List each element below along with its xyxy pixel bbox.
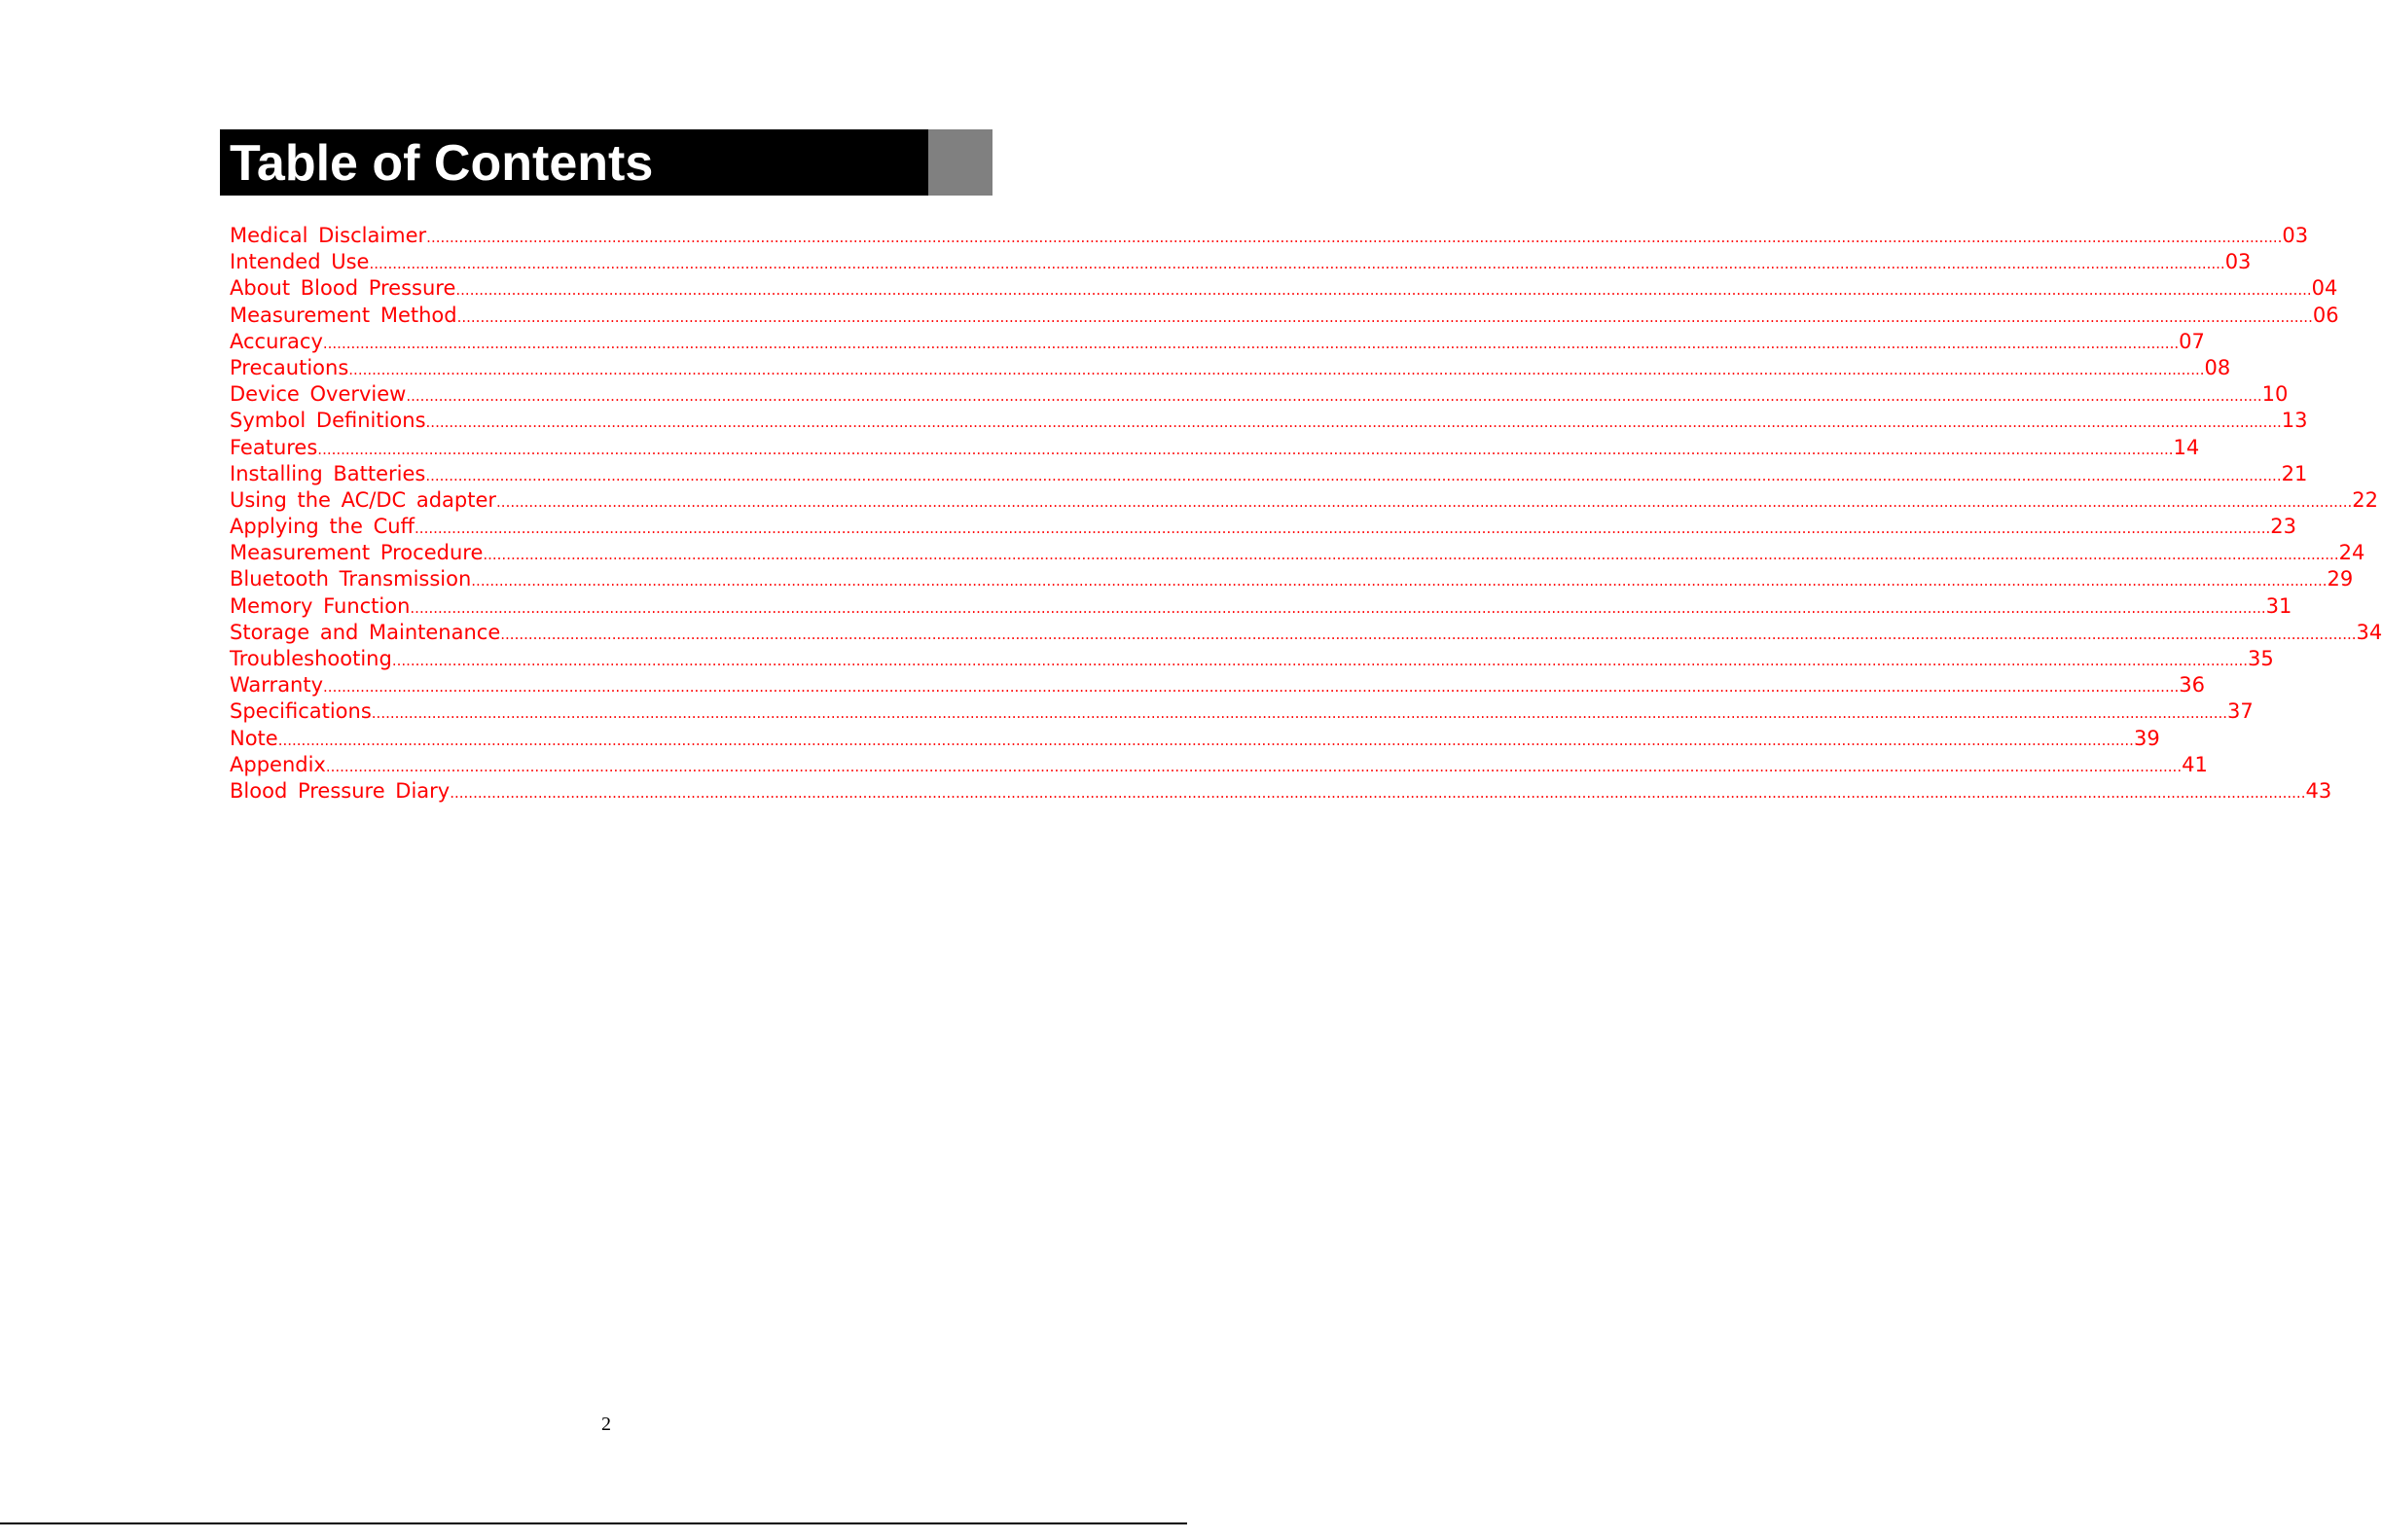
toc-entry-page: 14 xyxy=(2173,435,2200,459)
toc-dot-leader: ................................................................................................................................................................................................................................................................................................................................................................................................................ xyxy=(456,307,2313,326)
toc-entry-label: Memory Function xyxy=(230,593,411,618)
toc-dot-leader: ................................................................................................................................................................................................................................................................................................................................................................................................................ xyxy=(496,492,2353,511)
toc-entry[interactable] xyxy=(230,355,2231,381)
toc-dot-leader: ................................................................................................................................................................................................................................................................................................................................................................................................................ xyxy=(483,546,2339,564)
toc-entry[interactable] xyxy=(230,223,2309,249)
toc-entry-label: Bluetooth Transmission xyxy=(230,567,472,591)
toc-entry-label: Appendix xyxy=(230,752,326,776)
toc-entry-page: 41 xyxy=(2182,752,2208,776)
toc-entry-page: 03 xyxy=(2282,224,2309,247)
toc-entry-label: Measurement Procedure xyxy=(230,541,484,565)
toc-entry-label: Features xyxy=(230,435,318,459)
toc-entry-label: Note xyxy=(230,726,278,750)
toc-entry-page: 08 xyxy=(2204,355,2231,379)
toc-dot-leader: ................................................................................................................................................................................................................................................................................................................................................................................................................ xyxy=(348,360,2205,378)
toc-entry-label: Specifications xyxy=(230,699,372,724)
toc-entry[interactable] xyxy=(230,435,2200,461)
toc-dot-leader: ................................................................................................................................................................................................................................................................................................................................................................................................................ xyxy=(455,281,2312,300)
page-title: Table of Contents xyxy=(230,135,654,192)
toc-entry-page: 06 xyxy=(2312,303,2339,327)
toc-dot-leader: ................................................................................................................................................................................................................................................................................................................................................................................................................ xyxy=(410,598,2266,617)
toc-entry[interactable] xyxy=(230,381,2289,408)
toc-entry-label: Accuracy xyxy=(230,329,323,353)
toc-entry-label: Precautions xyxy=(230,355,349,379)
toc-entry[interactable] xyxy=(230,566,2354,592)
toc-dot-leader: ................................................................................................................................................................................................................................................................................................................................................................................................................ xyxy=(277,731,2134,749)
bottom-rule xyxy=(0,1522,1187,1524)
toc-dot-leader: ................................................................................................................................................................................................................................................................................................................................................................................................................ xyxy=(369,255,2225,273)
toc-entry-page: 21 xyxy=(2281,461,2308,485)
toc-entry-page: 22 xyxy=(2352,487,2378,512)
title-accent-block xyxy=(928,129,992,196)
toc-entry-label: Medical Disclaimer xyxy=(230,224,427,247)
toc-entry-page: 04 xyxy=(2311,276,2338,301)
toc-entry[interactable] xyxy=(230,672,2205,698)
toc-entry[interactable] xyxy=(230,461,2308,487)
toc-entry-label: Intended Use xyxy=(230,250,370,274)
toc-entry[interactable] xyxy=(230,726,2160,752)
toc-entry-page: 10 xyxy=(2261,382,2289,407)
toc-entry-page: 29 xyxy=(2327,567,2354,591)
toc-entry-page: 43 xyxy=(2305,778,2332,803)
toc-dot-leader: ................................................................................................................................................................................................................................................................................................................................................................................................................ xyxy=(415,519,2271,538)
table-of-contents xyxy=(230,223,2382,805)
toc-entry-page: 31 xyxy=(2265,593,2292,618)
toc-entry[interactable] xyxy=(230,752,2208,778)
toc-entry-label: Using the AC/DC adapter xyxy=(230,487,497,512)
toc-entry[interactable] xyxy=(230,620,2382,646)
toc-entry[interactable] xyxy=(230,593,2292,620)
toc-entry-page: 03 xyxy=(2224,250,2252,274)
toc-entry-page: 36 xyxy=(2179,673,2205,698)
toc-entry-page: 23 xyxy=(2270,515,2296,539)
toc-entry-label: Warranty xyxy=(230,673,324,698)
toc-dot-leader: ................................................................................................................................................................................................................................................................................................................................................................................................................ xyxy=(425,466,2282,484)
toc-entry-label: About Blood Pressure xyxy=(230,276,456,301)
toc-entry[interactable] xyxy=(230,275,2338,302)
toc-entry[interactable] xyxy=(230,646,2274,672)
toc-dot-leader: ................................................................................................................................................................................................................................................................................................................................................................................................................ xyxy=(317,440,2174,458)
toc-dot-leader: ................................................................................................................................................................................................................................................................................................................................................................................................................ xyxy=(322,334,2180,352)
toc-entry-label: Device Overview xyxy=(230,382,407,407)
toc-entry-page: 39 xyxy=(2133,726,2160,750)
toc-dot-leader: ................................................................................................................................................................................................................................................................................................................................................................................................................ xyxy=(426,229,2283,246)
toc-entry[interactable] xyxy=(230,540,2365,566)
toc-entry-page: 35 xyxy=(2248,647,2274,670)
toc-entry-page: 24 xyxy=(2338,541,2365,565)
toc-entry-page: 34 xyxy=(2356,620,2382,644)
page-number: 2 xyxy=(601,1414,611,1435)
toc-entry-label: Blood Pressure Diary xyxy=(230,778,451,803)
toc-entry[interactable] xyxy=(230,698,2254,725)
toc-dot-leader: ................................................................................................................................................................................................................................................................................................................................................................................................................ xyxy=(323,678,2180,697)
toc-dot-leader: ................................................................................................................................................................................................................................................................................................................................................................................................................ xyxy=(471,572,2328,591)
toc-dot-leader: ................................................................................................................................................................................................................................................................................................................................................................................................................ xyxy=(371,704,2228,723)
toc-dot-leader: ................................................................................................................................................................................................................................................................................................................................................................................................................ xyxy=(325,757,2183,775)
toc-entry[interactable] xyxy=(230,778,2332,805)
toc-entry[interactable] xyxy=(230,487,2378,514)
toc-entry-page: 13 xyxy=(2281,409,2308,433)
toc-entry[interactable] xyxy=(230,329,2205,355)
toc-dot-leader: ................................................................................................................................................................................................................................................................................................................................................................................................................ xyxy=(406,387,2262,406)
toc-entry-label: Storage and Maintenance xyxy=(230,620,501,644)
toc-dot-leader: ................................................................................................................................................................................................................................................................................................................................................................................................................ xyxy=(500,625,2357,643)
toc-entry-label: Troubleshooting xyxy=(230,647,392,670)
toc-entry-label: Installing Batteries xyxy=(230,461,426,485)
toc-dot-leader: ................................................................................................................................................................................................................................................................................................................................................................................................................ xyxy=(391,652,2249,669)
toc-entry-page: 37 xyxy=(2227,699,2254,724)
toc-entry[interactable] xyxy=(230,303,2339,329)
toc-entry[interactable] xyxy=(230,249,2252,275)
toc-entry[interactable] xyxy=(230,408,2308,434)
title-bar xyxy=(220,129,928,196)
toc-entry-page: 07 xyxy=(2179,329,2205,353)
toc-entry-label: Symbol Definitions xyxy=(230,409,426,433)
toc-entry-label: Applying the Cuff xyxy=(230,515,415,539)
toc-dot-leader: ................................................................................................................................................................................................................................................................................................................................................................................................................ xyxy=(425,413,2282,432)
toc-dot-leader: ................................................................................................................................................................................................................................................................................................................................................................................................................ xyxy=(450,783,2306,802)
toc-entry[interactable] xyxy=(230,514,2296,540)
toc-entry-label: Measurement Method xyxy=(230,303,457,327)
